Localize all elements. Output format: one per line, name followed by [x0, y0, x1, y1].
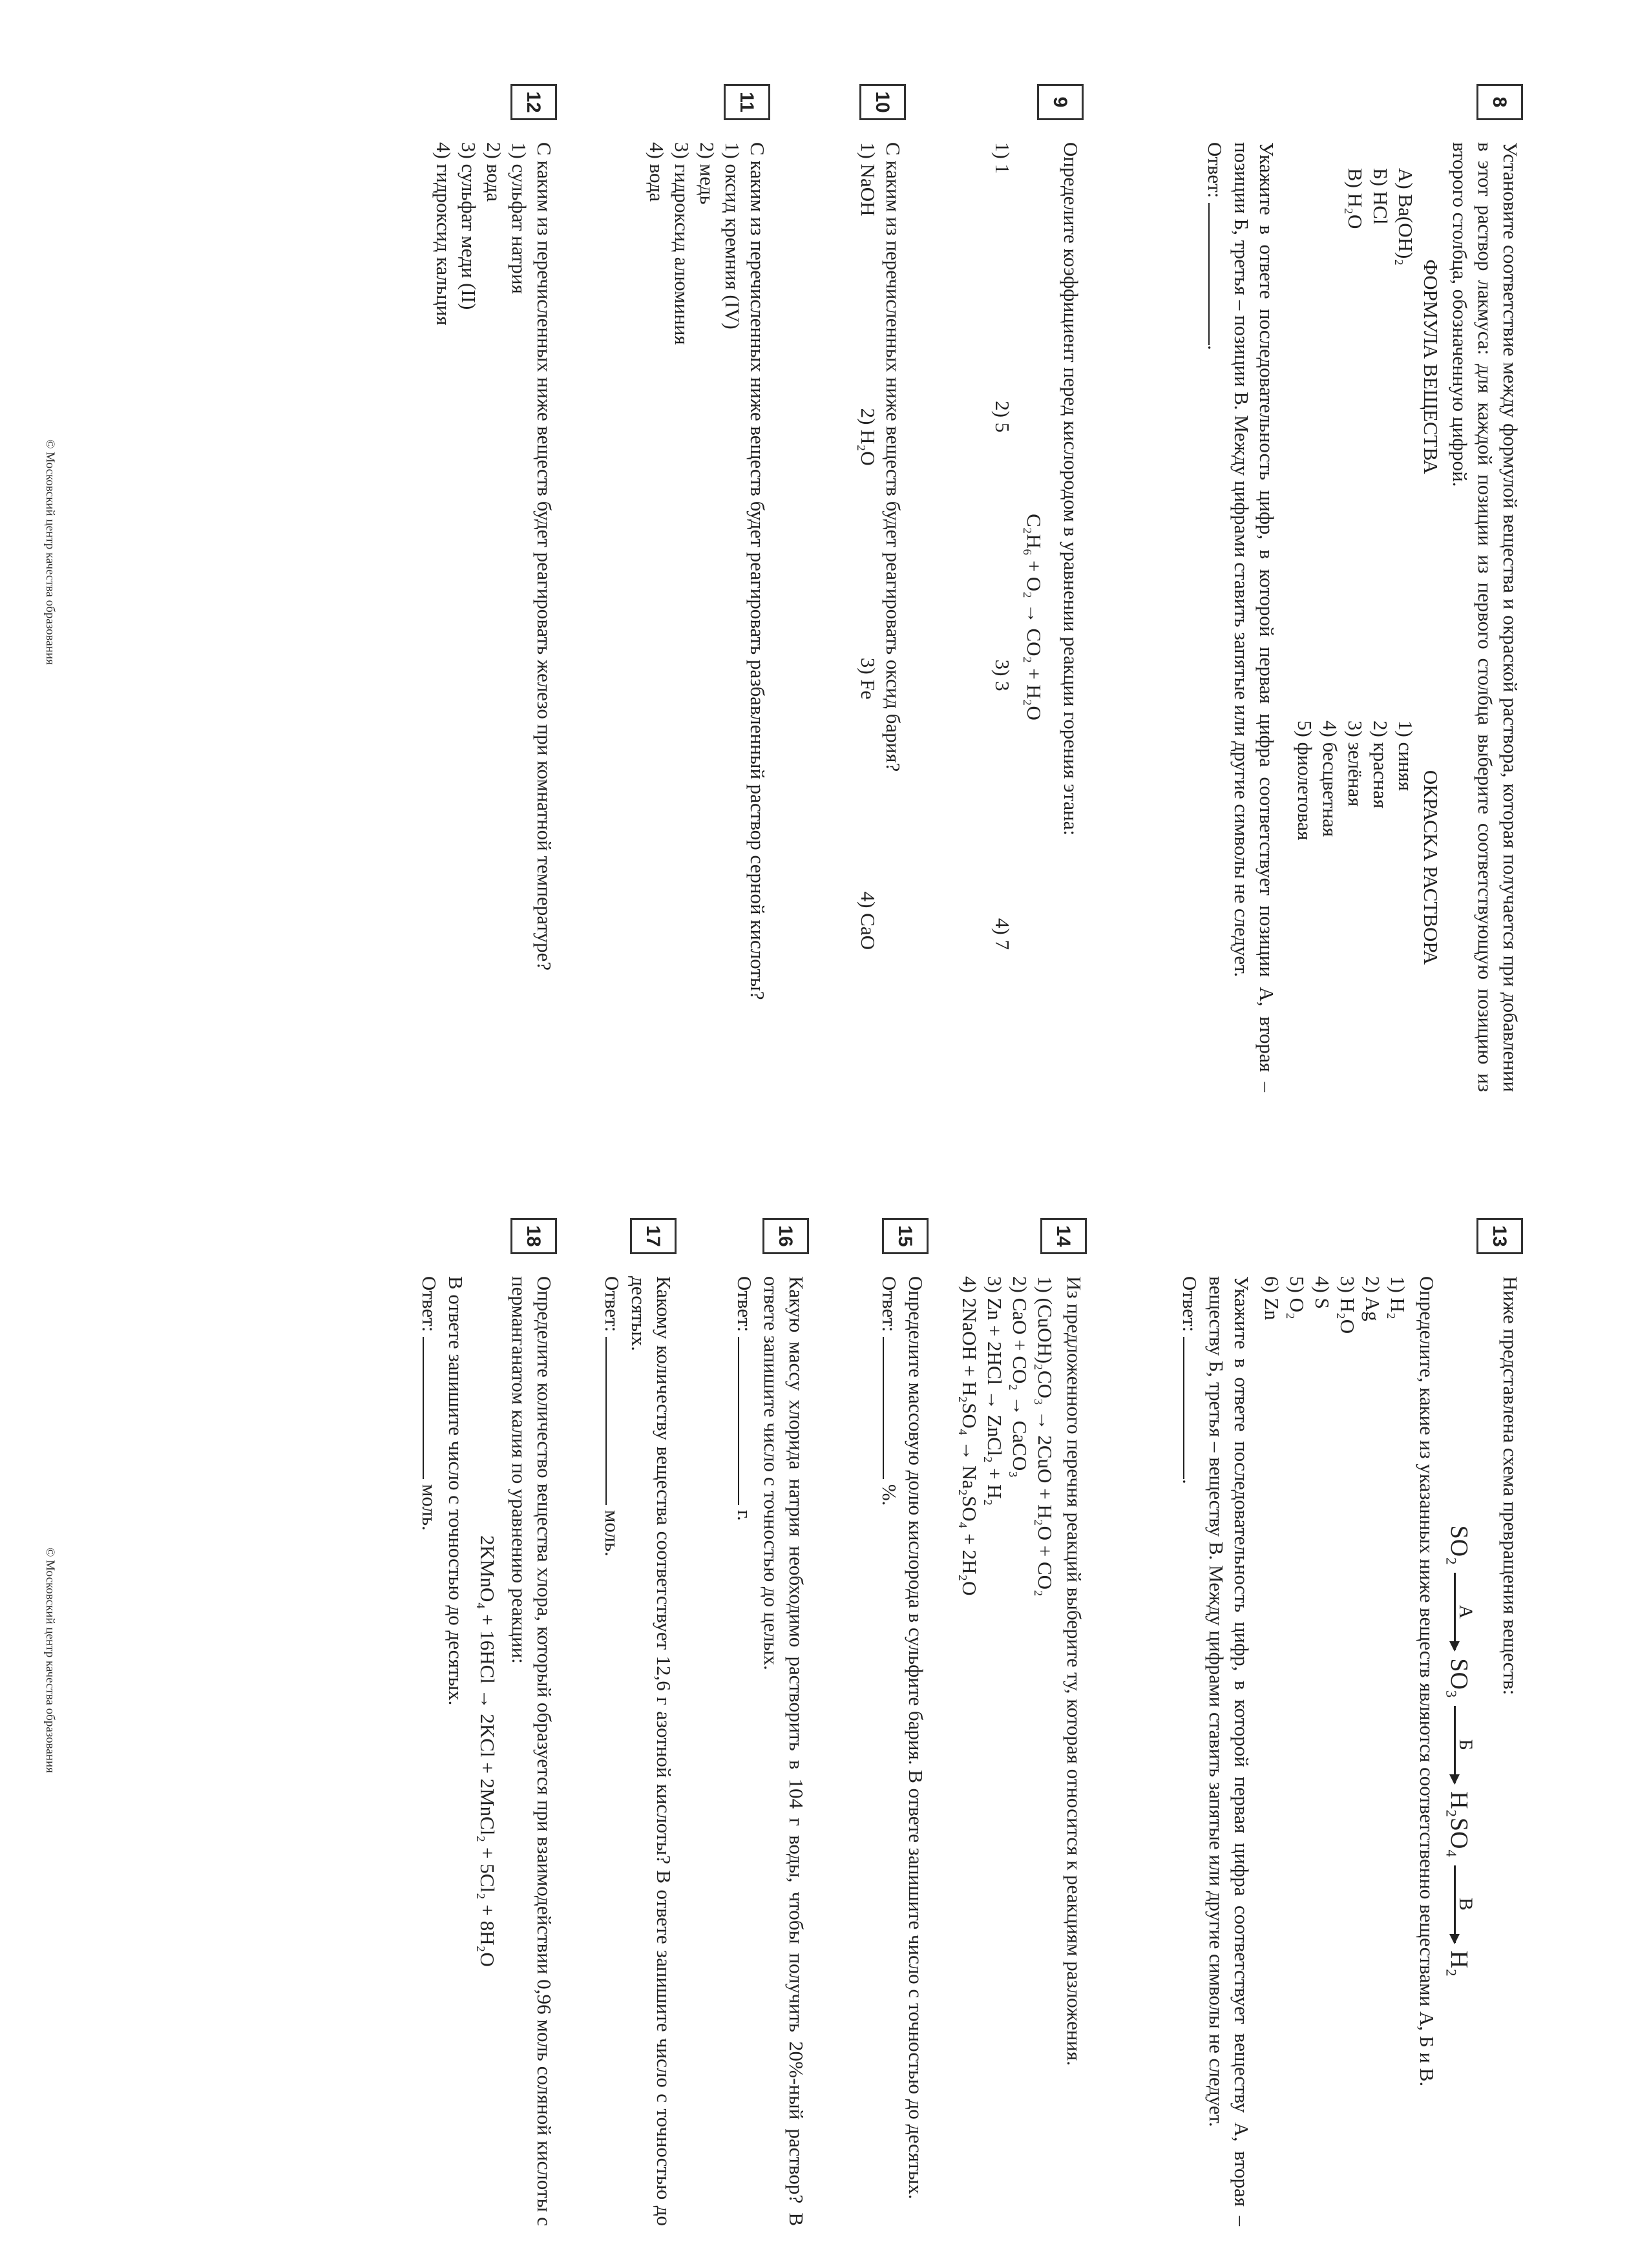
- answer-unit: моль.: [418, 1484, 441, 1531]
- scheme-substance: H₂: [1445, 1950, 1473, 1977]
- color-column: [1292, 643, 1444, 1092]
- right-page: [0, 1134, 1649, 2268]
- task-14: [957, 1218, 1087, 2226]
- options-row: [990, 142, 1015, 1092]
- answer-label: Ответ:: [601, 1276, 624, 1332]
- list-item: В) H₂O: [1344, 168, 1367, 229]
- task-number: 17: [630, 1218, 677, 1254]
- option[interactable]: 1) 1: [991, 142, 1014, 174]
- task-number: 18: [510, 1218, 557, 1254]
- task-9: [990, 84, 1084, 1092]
- option[interactable]: 4) 2NaOH + H₂SO₄ → Na₂SO₄ + 2H₂O: [958, 1276, 981, 1596]
- task-text: С каким из перечисленных ниже веществ будет реагировать разбавленный раствор серной кислоты?: [746, 142, 769, 1000]
- task-text: Какую массу хлорида натрия необходимо растворить в 104 г воды, чтобы получить 20%-ный раствор? В ответе запишите число с точностью до целых.: [760, 1276, 808, 2226]
- column-header: ОКРАСКА РАСТВОРА: [1420, 770, 1442, 965]
- option[interactable]: 3) Zn + 2HCl → ZnCl₂ + H₂: [983, 1276, 1006, 1506]
- scheme-substance: SO₃: [1445, 1658, 1473, 1699]
- option[interactable]: 3) Fe: [857, 657, 879, 700]
- equation: C₂H₆ + O₂ → CO₂ + H₂O: [1023, 514, 1045, 720]
- option[interactable]: 5) O₂: [1286, 1276, 1308, 1319]
- task-16: [732, 1218, 809, 2226]
- option[interactable]: 4) CaO: [857, 891, 879, 950]
- option[interactable]: 4) S: [1311, 1276, 1334, 1309]
- task-number: 10: [859, 84, 906, 120]
- answer-row: [417, 1276, 443, 2226]
- option[interactable]: 1) (CuOH)₂CO₃ → 2CuO + H₂O + CO₂: [1034, 1276, 1056, 1597]
- answer-row: [600, 1276, 626, 2226]
- option[interactable]: 1) NaOH: [857, 142, 879, 216]
- answer-field[interactable]: [883, 1337, 903, 1479]
- task-number: 13: [1476, 1218, 1523, 1254]
- answer-label: Ответ:: [1204, 142, 1226, 198]
- list-item: Б) HCl: [1369, 168, 1392, 225]
- task-text: Установите соответствие между формулой вещества и окраской раствора, которая получается при добавлении в этот раствор лакмуса: для каждой позиции из первого столбца выберите соответствующую позицию из второго столбца, обозначенную цифрой.: [1449, 142, 1522, 1092]
- option[interactable]: 3) сульфат меди (II): [457, 142, 480, 310]
- list-item: 5) фиолетовая: [1294, 720, 1316, 841]
- option[interactable]: 1) сульфат натрия: [508, 142, 530, 294]
- answer-field[interactable]: [423, 1337, 443, 1479]
- list-item: 4) бесцветная: [1319, 720, 1341, 837]
- options-list: [431, 142, 532, 1092]
- task-8: [1203, 84, 1523, 1092]
- task-number: 8: [1476, 84, 1523, 120]
- task-instruction: Укажите в ответе последовательность цифр, в которой первая цифра соответствует позиции А, вторая – позиции Б, третья – позиции В. Между цифрами ставить запятые или другие символы не следует.: [1230, 142, 1278, 1092]
- task-number: 16: [762, 1218, 809, 1254]
- answer-unit: г.: [733, 1509, 756, 1521]
- task-note: В ответе запишите число с точностью до десятых.: [445, 1276, 467, 1706]
- option[interactable]: 2) H₂O: [857, 408, 879, 466]
- equation: 2KMnO₄ + 16HCl → 2KCl + 2MnCl₂ + 5Cl₂ + 8H₂O: [476, 1535, 499, 1967]
- option[interactable]: 2) CaO + CO₂ → CaCO₃: [1009, 1276, 1031, 1478]
- option[interactable]: 6) Zn: [1261, 1276, 1283, 1321]
- task-text: Какому количеству вещества соответствует 12,6 г азотной кислоты? В ответе запишите число с точностью до десятых.: [627, 1276, 675, 2226]
- answer-unit: моль.: [601, 1509, 624, 1557]
- task-15: [877, 1218, 929, 2226]
- option[interactable]: 1) оксид кремния (IV): [721, 142, 744, 330]
- task-number: 15: [882, 1218, 929, 1254]
- task-number: 12: [510, 84, 557, 120]
- options-row: [856, 142, 881, 1092]
- option[interactable]: 2) вода: [483, 142, 505, 202]
- option[interactable]: 4) 7: [991, 918, 1014, 950]
- task-13: [1177, 1218, 1523, 2226]
- task-text: С каким из перечисленных ниже веществ будет реагировать железо при комнатной температуре?: [533, 142, 556, 971]
- option[interactable]: 4) гидроксид кальция: [432, 142, 455, 326]
- arrow-label: А: [1455, 1604, 1476, 1619]
- option[interactable]: 2) Ag: [1361, 1276, 1384, 1321]
- answer-row: Ответ: .: [1203, 142, 1229, 1092]
- column-header: ФОРМУЛА ВЕЩЕСТВА: [1420, 259, 1442, 474]
- scheme-substance: H₂SO₄: [1445, 1791, 1473, 1858]
- task-text: Определите коэффициент перед кислородом в уравнении реакции горения этана:: [1060, 142, 1082, 836]
- list-item: А) Ba(OH)₂: [1394, 168, 1417, 266]
- task-question: Определите, какие из указанных ниже веществ являются соответственно веществами А, Б и В.: [1416, 1276, 1438, 2087]
- task-instruction: Укажите в ответе последовательность цифр, в которой первая цифра соответствует веществу А, вторая – веществу Б, третья – веществу В. Между цифрами ставить запятые или другие символы не следует.: [1205, 1276, 1253, 2226]
- option[interactable]: 3) гидроксид алюминия: [671, 142, 693, 345]
- task-text: Ниже представлена схема превращения веществ:: [1499, 1276, 1522, 1696]
- option[interactable]: 2) 5: [991, 401, 1014, 433]
- options-list: [957, 1276, 1058, 2226]
- options-list: [1259, 1276, 1411, 2226]
- answer-field[interactable]: [738, 1337, 759, 1505]
- list-item: 1) синяя: [1394, 720, 1417, 792]
- answer-unit: %.: [878, 1484, 901, 1506]
- page-footer: © Московский центр качества образования: [43, 439, 57, 665]
- transformation-scheme: [1446, 1276, 1498, 2226]
- task-10: [856, 84, 906, 1092]
- option[interactable]: 3) H₂O: [1336, 1276, 1359, 1334]
- arrow-label: В: [1455, 1897, 1476, 1911]
- options-list: [644, 142, 745, 1092]
- task-11: [644, 84, 770, 1092]
- answer-label: Ответ:: [733, 1276, 756, 1332]
- list-item: 3) зелёная: [1344, 720, 1367, 807]
- arrow-icon: [1446, 1865, 1475, 1943]
- task-text: Определите количество вещества хлора, который образуется при взаимодействии 0,96 моль соляной кислоты с перманганатом калия по уравнению реакции:: [508, 1276, 556, 2226]
- task-number: 14: [1040, 1218, 1087, 1254]
- answer-row: Ответ: .: [1177, 1276, 1204, 2226]
- page-footer: © Московский центр качества образования: [43, 1548, 57, 1773]
- task-text: С каким из перечисленных ниже веществ будет реагировать оксид бария?: [882, 142, 905, 772]
- task-text: Из предложенного перечня реакций выберите ту, которая относится к реакциям разложения.: [1063, 1276, 1086, 2066]
- arrow-icon: [1446, 1573, 1475, 1650]
- answer-field[interactable]: [1208, 203, 1229, 345]
- option[interactable]: 3) 3: [991, 659, 1014, 691]
- list-item: 2) красная: [1369, 720, 1392, 809]
- answer-row: [732, 1276, 759, 2226]
- option[interactable]: 1) H₂: [1387, 1276, 1409, 1319]
- arrow-label: Б: [1455, 1739, 1476, 1750]
- task-number: 11: [724, 84, 770, 120]
- answer-label: Ответ:: [1179, 1276, 1201, 1332]
- task-17: [600, 1218, 677, 2226]
- answer-field[interactable]: [1183, 1337, 1204, 1479]
- formula-column: [1292, 142, 1444, 591]
- answer-field[interactable]: [605, 1337, 626, 1505]
- arrow-icon: [1446, 1706, 1475, 1783]
- answer-row: [877, 1276, 903, 2226]
- option[interactable]: 2) медь: [696, 142, 719, 205]
- option[interactable]: 4) вода: [646, 142, 668, 202]
- answer-label: Ответ:: [878, 1276, 901, 1332]
- task-number: 9: [1037, 84, 1084, 120]
- answer-label: Ответ:: [418, 1276, 441, 1332]
- task-text: Определите массовую долю кислорода в сульфите бария. В ответе запишите число с точностью до десятых.: [905, 1276, 927, 2200]
- task-18: [417, 1218, 557, 2226]
- task-12: [431, 84, 557, 1092]
- scheme-substance: SO₂: [1445, 1525, 1473, 1566]
